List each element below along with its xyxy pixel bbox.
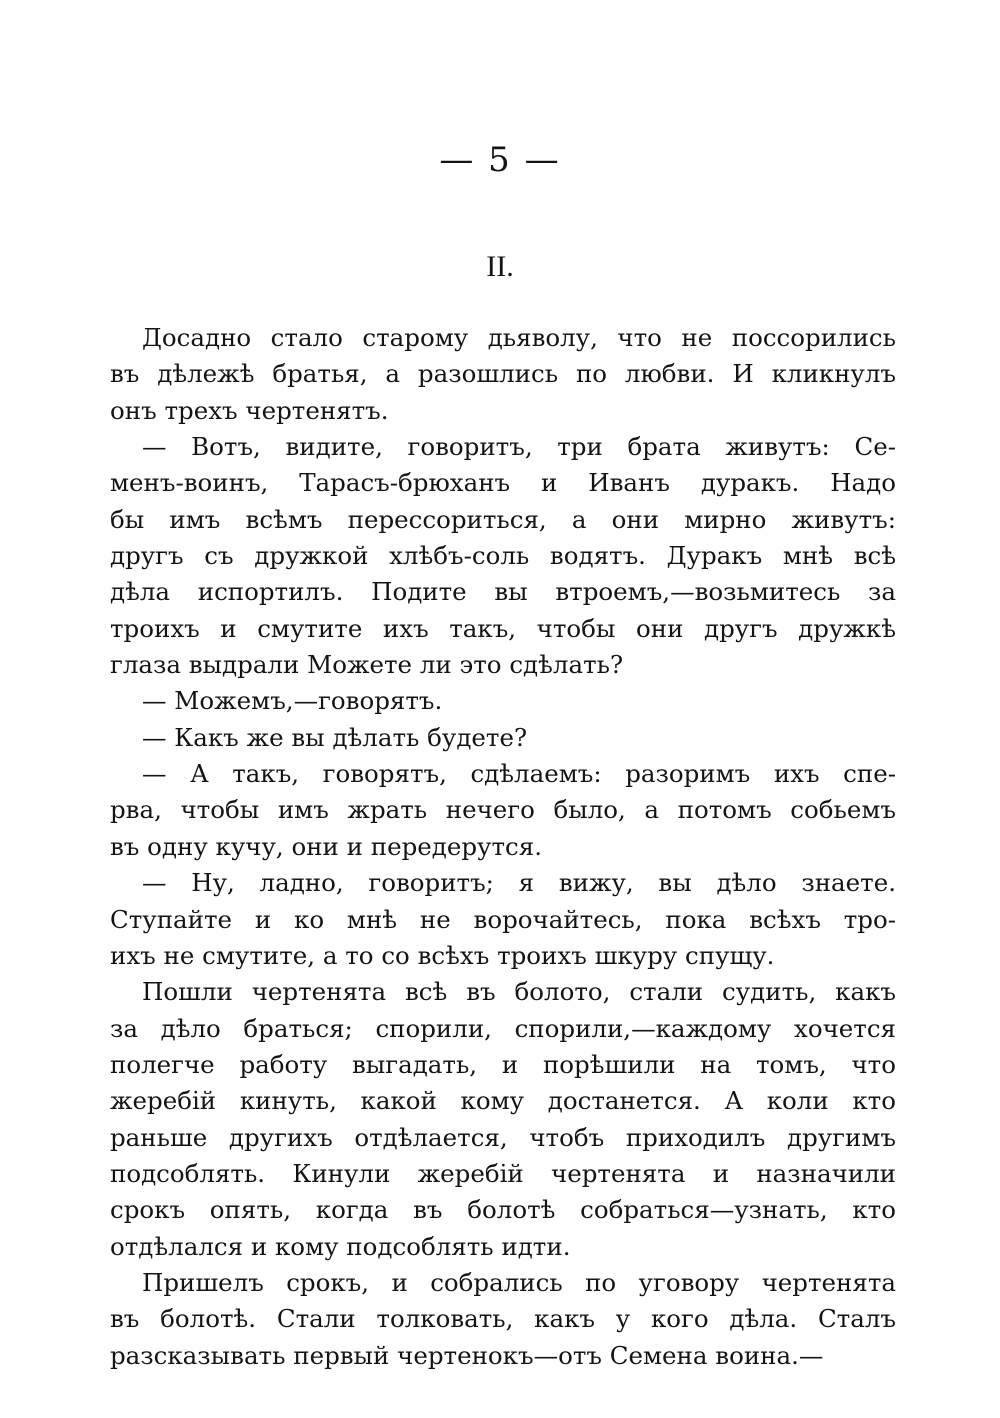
paragraph (110, 429, 896, 683)
paragraph (110, 1265, 896, 1374)
text-line: бы имъ всѣмъ перессориться, а они мирно живутъ: (110, 504, 896, 534)
text-line: срокъ опять, когда въ болотѣ собраться—узнать, кто (110, 1195, 896, 1225)
paragraph (110, 683, 896, 719)
paragraph (110, 756, 896, 865)
text-line: ихъ не смутите, а то со всѣхъ троихъ шкуру спущу. (110, 940, 775, 970)
text-line: Пришелъ срокъ, и собрались по уговору чертенята (142, 1267, 896, 1297)
text-line: троихъ и смутите ихъ такъ, чтобы они другъ дружкѣ (110, 613, 896, 643)
body-text (110, 320, 896, 1374)
text-line: — А такъ, говорятъ, сдѣлаемъ: разоримъ ихъ спе- (142, 759, 896, 789)
text-line: рва, чтобы имъ жрать нечего было, а потомъ собьемъ (110, 795, 896, 825)
text-line: раньше другихъ отдѣлается, чтобъ приходилъ другимъ (110, 1122, 896, 1152)
text-line: онъ трехъ чертенятъ. (110, 395, 389, 425)
paragraph (110, 720, 896, 756)
text-line: Досадно стало старому дьяволу, что не поссорились (142, 323, 896, 352)
text-line: дѣла испортилъ. Подите вы втроемъ,—возьмитесь за (110, 577, 896, 607)
text-line: подсоблять. Кинули жеребій чертенята и назначили (110, 1158, 896, 1188)
text-line: въ одну кучу, они и передерутся. (110, 831, 542, 861)
text-line: отдѣлался и кому подсоблять идти. (110, 1231, 571, 1261)
text-line: — Можемъ,—говорятъ. (142, 686, 443, 716)
text-line: — Ну, ладно, говоритъ; я вижу, вы дѣло знаете. (142, 868, 896, 898)
paragraph (110, 974, 896, 1265)
text-line: менъ-воинъ, Тарасъ-брюханъ и Иванъ дуракъ. Надо (110, 468, 896, 498)
text-line: другъ съ дружкой хлѣбъ-соль водятъ. Дуракъ мнѣ всѣ (110, 541, 896, 571)
page-number: — 5 — (439, 140, 561, 180)
text-line: Ступайте и ко мнѣ не ворочайтесь, пока всѣхъ тро- (110, 904, 896, 934)
chapter-heading: II. (486, 250, 514, 283)
text-line: глаза выдрали Можете ли это сдѣлать? (110, 650, 624, 680)
text-line: Пошли чертенята всѣ въ болото, стали судить, какъ (142, 977, 896, 1007)
paragraph (110, 320, 896, 429)
text-line: жеребій кинуть, какой кому достанется. А коли кто (110, 1086, 896, 1116)
text-line: за дѣло браться; спорили, спорили,—каждому хочется (110, 1013, 896, 1043)
text-line: въ дѣлежѣ братья, а разошлись по любви. И кликнулъ (110, 359, 896, 389)
paragraph (110, 865, 896, 974)
text-line: — Какъ же вы дѣлать будете? (142, 722, 528, 752)
text-line: — Вотъ, видите, говоритъ, три брата живутъ: Се- (142, 432, 896, 462)
text-line: разсказывать первый чертенокъ—отъ Семена воина.— (110, 1340, 824, 1370)
text-line: въ болотѣ. Стали толковать, какъ у кого дѣла. Сталъ (110, 1304, 896, 1334)
text-line: полегче работу выгадать, и порѣшили на томъ, что (110, 1049, 896, 1079)
